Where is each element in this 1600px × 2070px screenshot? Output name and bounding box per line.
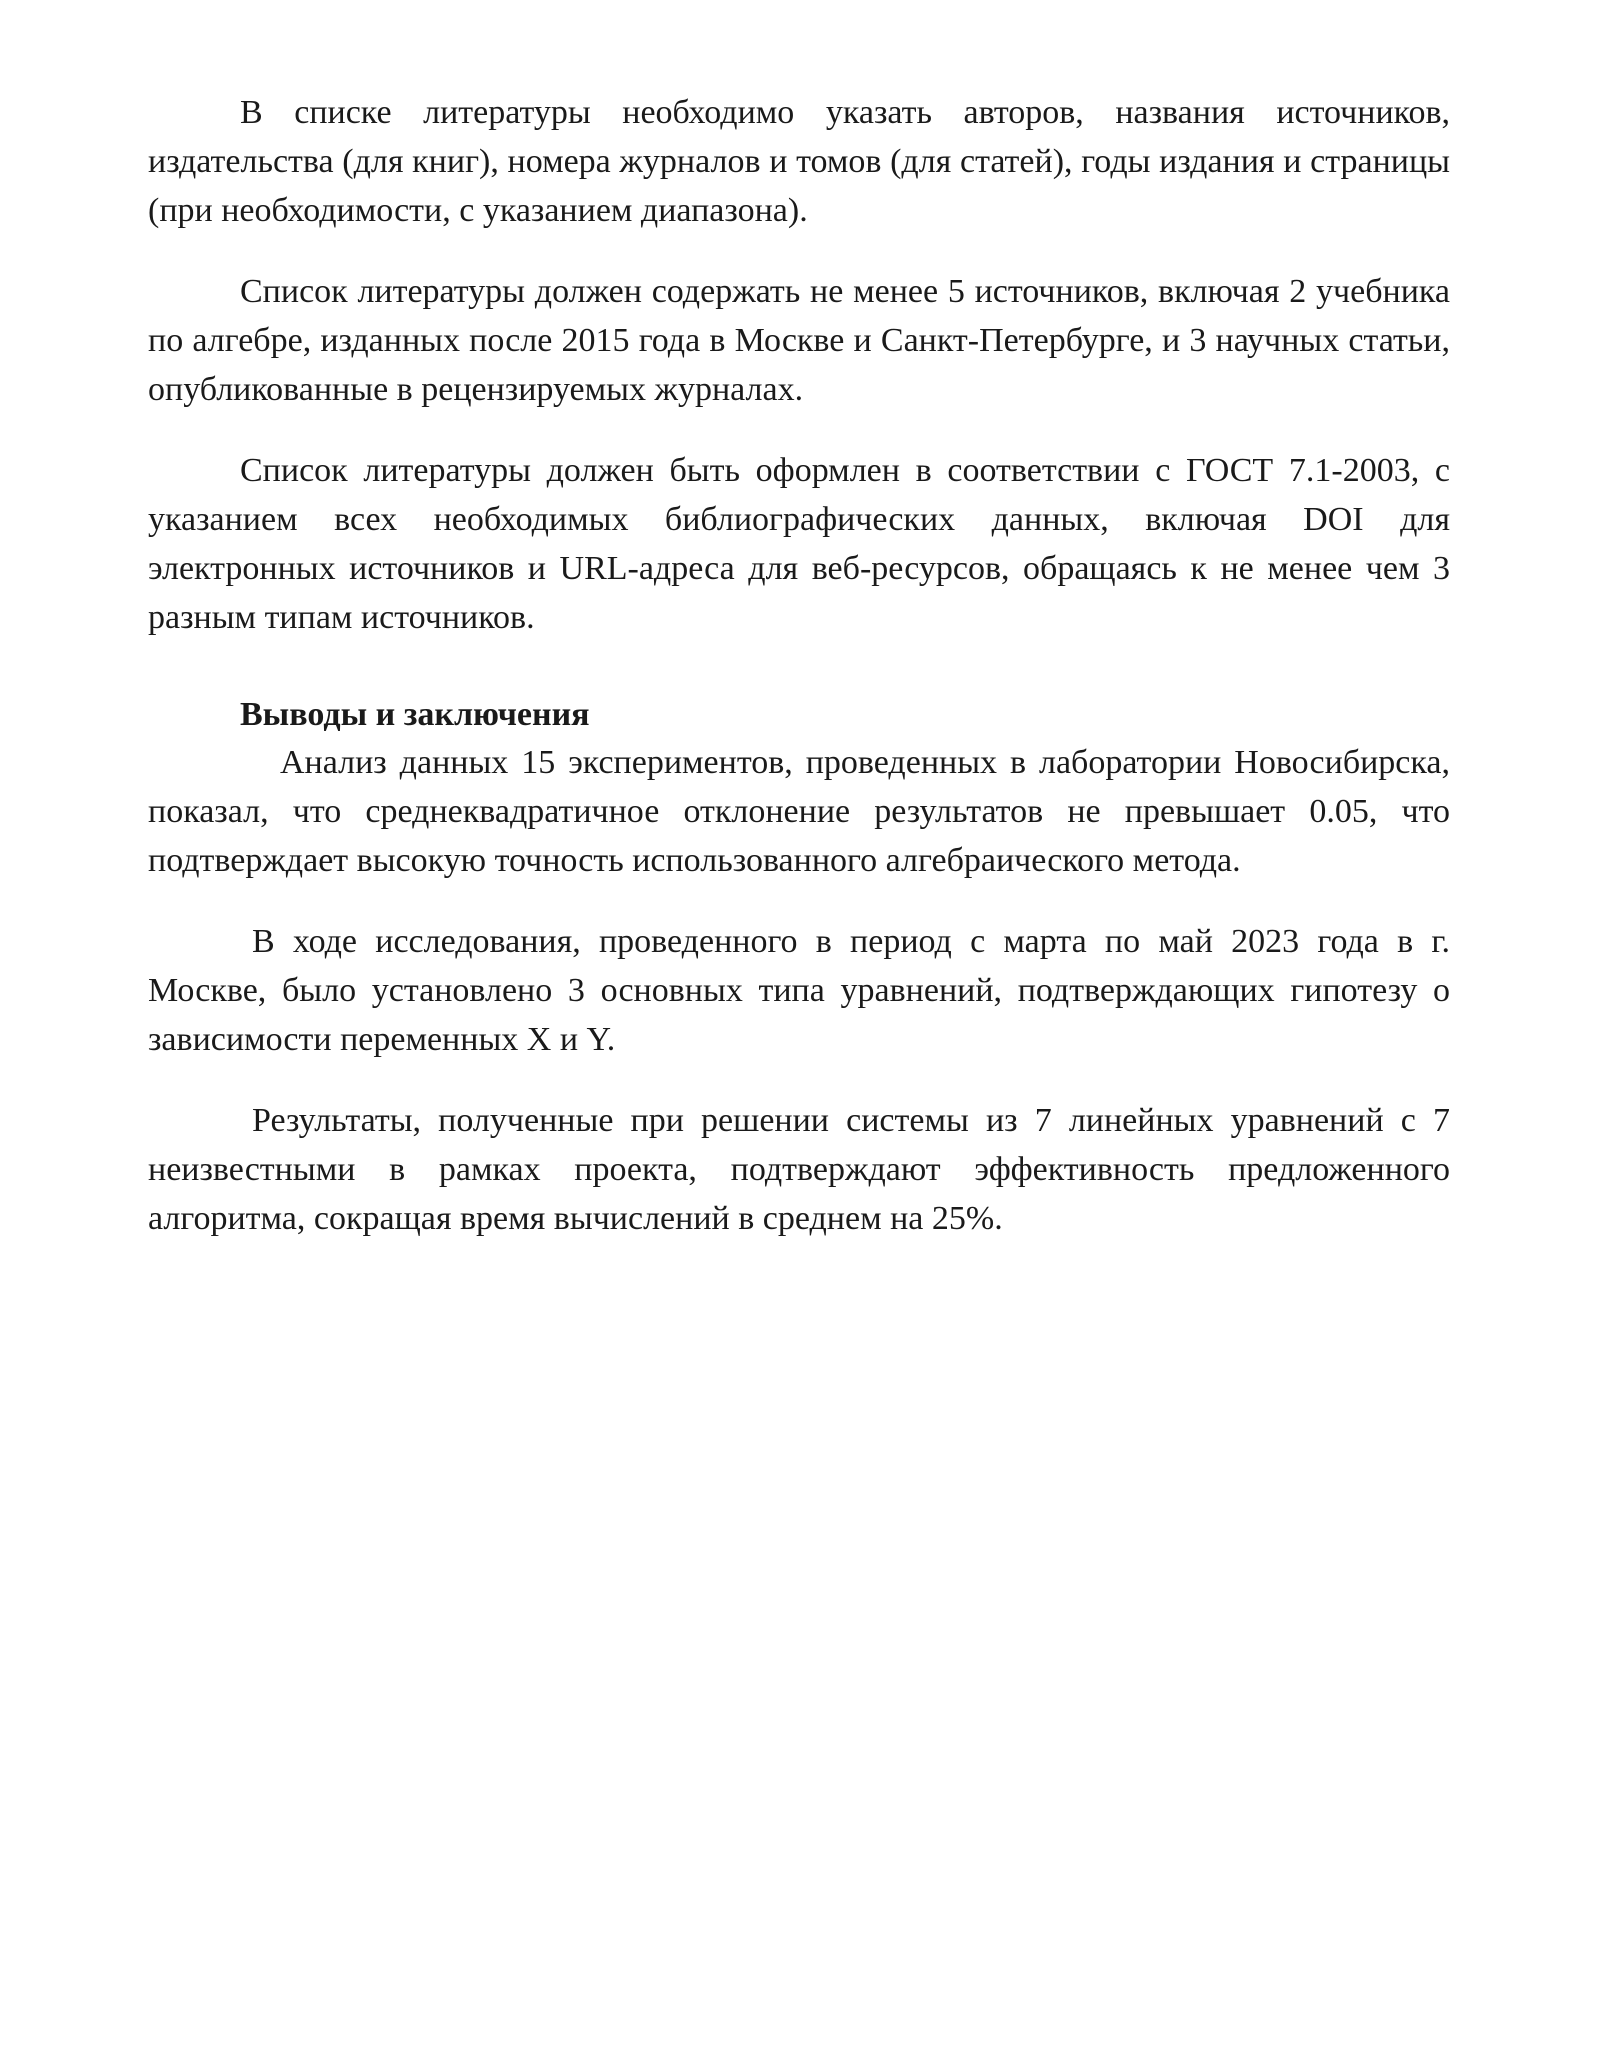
section-heading-conclusions: Выводы и заключения <box>240 696 590 733</box>
paragraph-system-results: Результаты, полученные при решении системы из 7 линейных уравнений с 7 неизвестными в рамках проекта, подтверждают эффективность предложенного алгоритма, сокращая время вычислений в среднем на 25%. <box>148 1102 1450 1237</box>
paragraph-analysis-results: Анализ данных 15 экспериментов, проведенных в лаборатории Новосибирска, показал, что среднеквадратичное отклонение результатов не превышает 0.05, что подтверждает высокую точность использованного алгебраического метода. <box>148 744 1450 879</box>
document-body <box>148 88 1450 1243</box>
paragraph-references-count: Список литературы должен содержать не менее 5 источников, включая 2 учебника по алгебре, изданных после 2015 года в Москве и Санкт-Петербурге, и 3 научных статьи, опубликованные в рецензируемых журналах. <box>148 273 1450 408</box>
paragraph-references-format: Список литературы должен быть оформлен в соответствии с ГОСТ 7.1-2003, с указанием всех необходимых библиографических данных, включая DOI для электронных источников и URL-адреса для веб-ресурсов, обращаясь к не менее чем 3 разным типам источников. <box>148 452 1450 636</box>
paragraph-research-findings: В ходе исследования, проведенного в период с марта по май 2023 года в г. Москве, было установлено 3 основных типа уравнений, подтверждающих гипотезу о зависимости переменных X и Y. <box>148 923 1450 1058</box>
paragraph-references-details: В списке литературы необходимо указать авторов, названия источников, издательства (для книг), номера журналов и томов (для статей), годы издания и страницы (при необходимости, с указанием диапазона). <box>148 94 1450 229</box>
